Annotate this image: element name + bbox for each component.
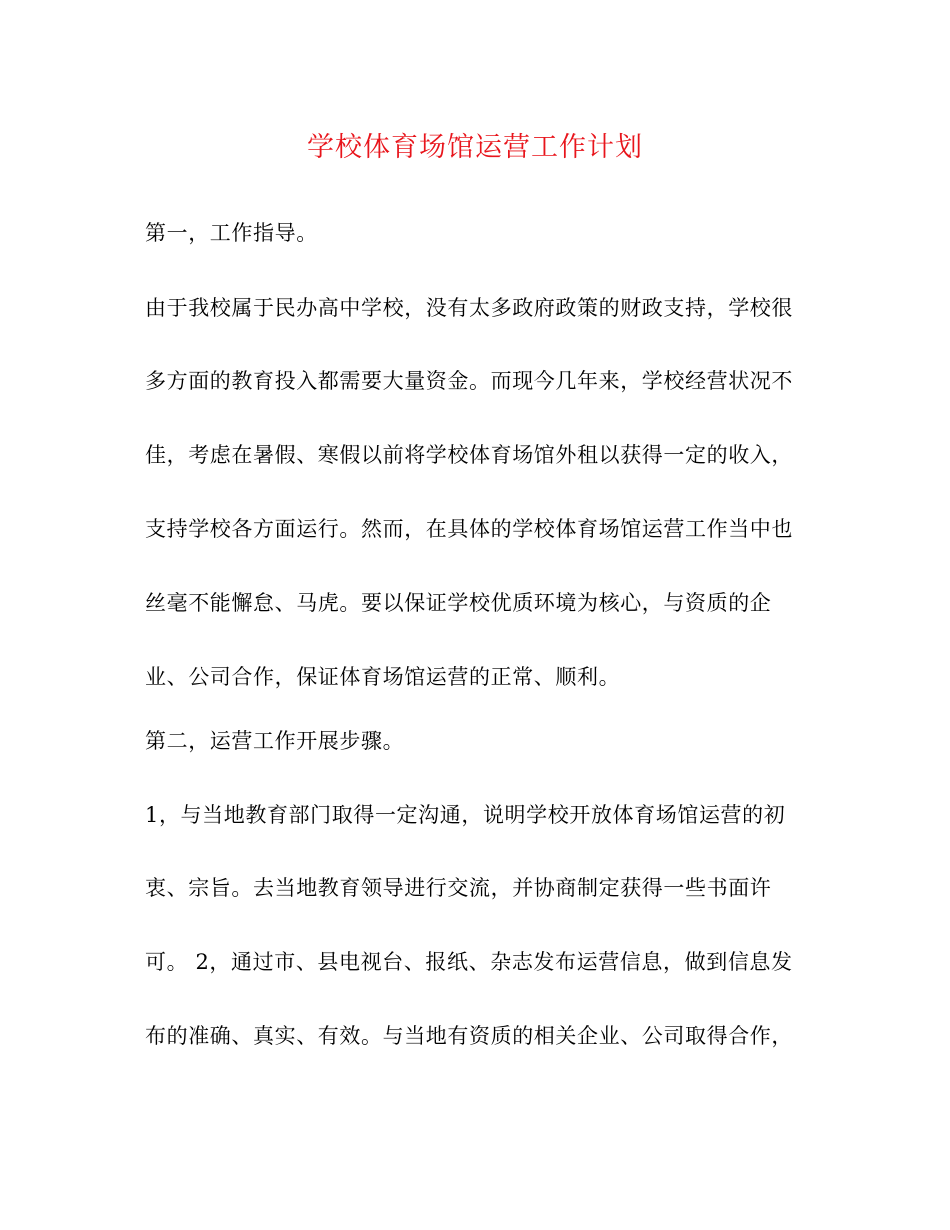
paragraph-line: 丝毫不能懈怠、马虎。要以保证学校优质环境为核心，与资质的企 — [145, 591, 772, 615]
paragraph-line: 衷、宗旨。去当地教育领导进行交流，并协商制定获得一些书面许 — [145, 876, 772, 900]
paragraph-line: 可。 2，通过市、县电视台、报纸、杂志发布运营信息，做到信息发 — [145, 950, 793, 974]
document-title: 学校体育场馆运营工作计划 — [307, 132, 643, 163]
paragraph-line: 业、公司合作，保证体育场馆运营的正常、顺利。 — [145, 665, 621, 689]
paragraph-line: 由于我校属于民办高中学校，没有太多政府政策的财政支持，学校很 — [145, 296, 793, 320]
paragraph-line: 佳，考虑在暑假、寒假以前将学校体育场馆外租以获得一定的收入， — [145, 443, 793, 467]
section-heading-1: 第一，工作指导。 — [145, 221, 318, 245]
paragraph-line: 布的准确、真实、有效。与当地有资质的相关企业、公司取得合作， — [145, 1024, 793, 1048]
paragraph-line: 1，与当地教育部门取得一定沟通，说明学校开放体育场馆运营的初 — [145, 803, 786, 827]
paragraph-line: 支持学校各方面运行。然而，在具体的学校体育场馆运营工作当中也 — [145, 517, 793, 541]
section-heading-2: 第二，运营工作开展步骤。 — [145, 729, 405, 753]
paragraph-line: 多方面的教育投入都需要大量资金。而现今几年来，学校经营状况不 — [145, 369, 793, 393]
